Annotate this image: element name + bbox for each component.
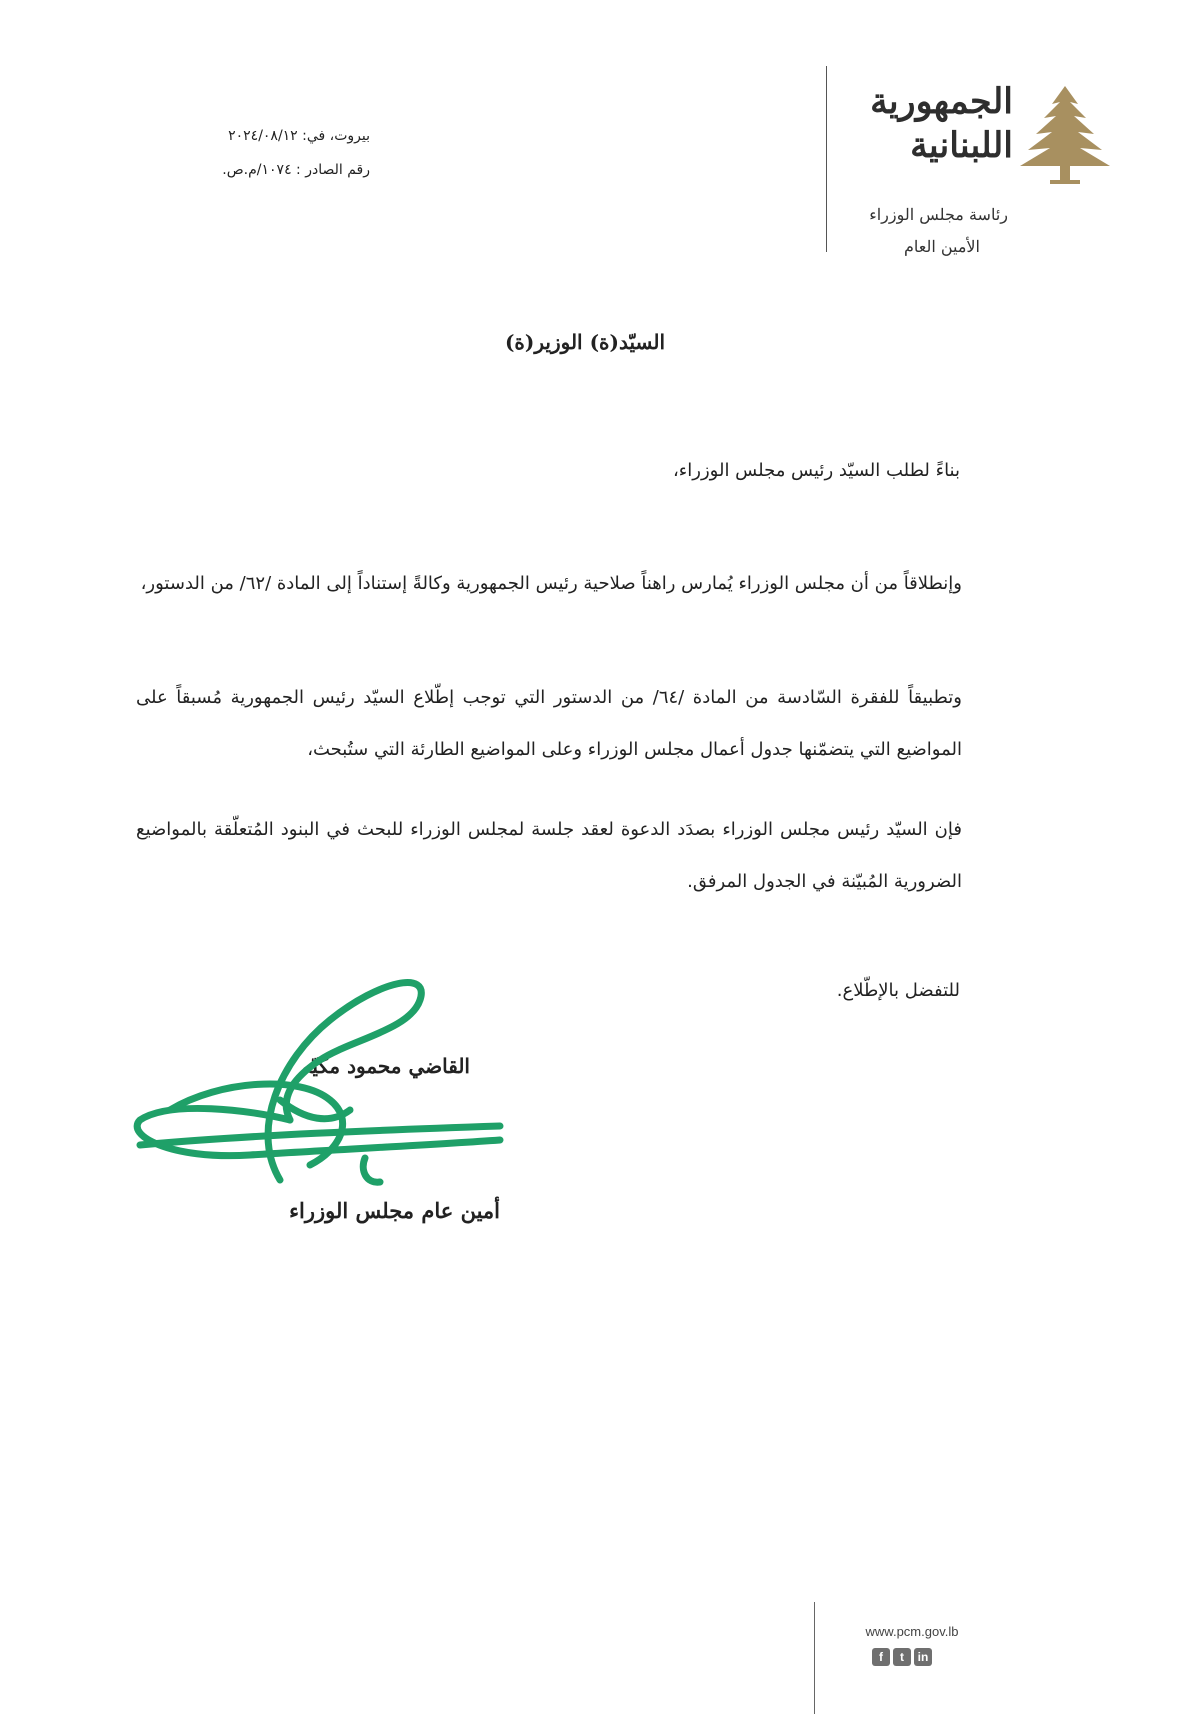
signer-name: القاضي محمود مكيّه	[301, 1054, 470, 1078]
social-icons	[872, 1648, 942, 1668]
reference-number: رقم الصادر : ١٠٧٤/م.ص.	[222, 162, 370, 178]
handwritten-signature	[130, 950, 510, 1200]
presidency-name: رئاسة مجلس الوزراء	[869, 205, 1008, 224]
office-name: الأمين العام	[903, 237, 980, 256]
header-divider	[826, 66, 827, 252]
footer-divider	[814, 1602, 815, 1714]
closing-line: للتفضل بالإطّلاع.	[836, 980, 960, 1001]
republic-name-line1: الجمهورية	[870, 81, 1013, 122]
date-line: بيروت، في: ٢٠٢٤/٠٨/١٢	[228, 128, 370, 144]
republic-name	[848, 80, 1013, 168]
addressee-heading: السيّد(ة) الوزير(ة)	[504, 330, 666, 354]
paragraph-4: فإن السيّد رئيس مجلس الوزراء بصدَد الدعوة لعقد جلسة لمجلس الوزراء للبحث في البنود المُتعلّقة بالمواضيع الضرورية المُبيّنة في الجدول المرفق.	[136, 819, 962, 892]
paragraph-1: بناءً لطلب السيّد رئيس مجلس الوزراء،	[673, 460, 960, 481]
paragraph-3: وتطبيقاً للفقرة السّادسة من المادة /٦٤/ من الدستور التي توجب إطّلاع السيّد رئيس الجمهورية مُسبقاً على المواضيع التي يتضمّنها جدول أعمال مجلس الوزراء وعلى المواضيع الطارئة التي ستُبحث،	[136, 687, 962, 760]
twitter-icon[interactable]: t	[893, 1648, 911, 1666]
signer-title: أمين عام مجلس الوزراء	[289, 1198, 500, 1223]
facebook-icon[interactable]: f	[872, 1648, 890, 1666]
website-link[interactable]: www.pcm.gov.lb	[865, 1624, 959, 1639]
paragraph-2: وإنطلاقاً من أن مجلس الوزراء يُمارس راهناً صلاحية رئيس الجمهورية وكالةً إستناداً إلى المادة /٦٢/ من الدستور،	[140, 573, 962, 594]
cedar-icon	[1018, 82, 1112, 188]
republic-name-line2: اللبنانية	[910, 125, 1013, 166]
linkedin-icon[interactable]: in	[914, 1648, 932, 1666]
